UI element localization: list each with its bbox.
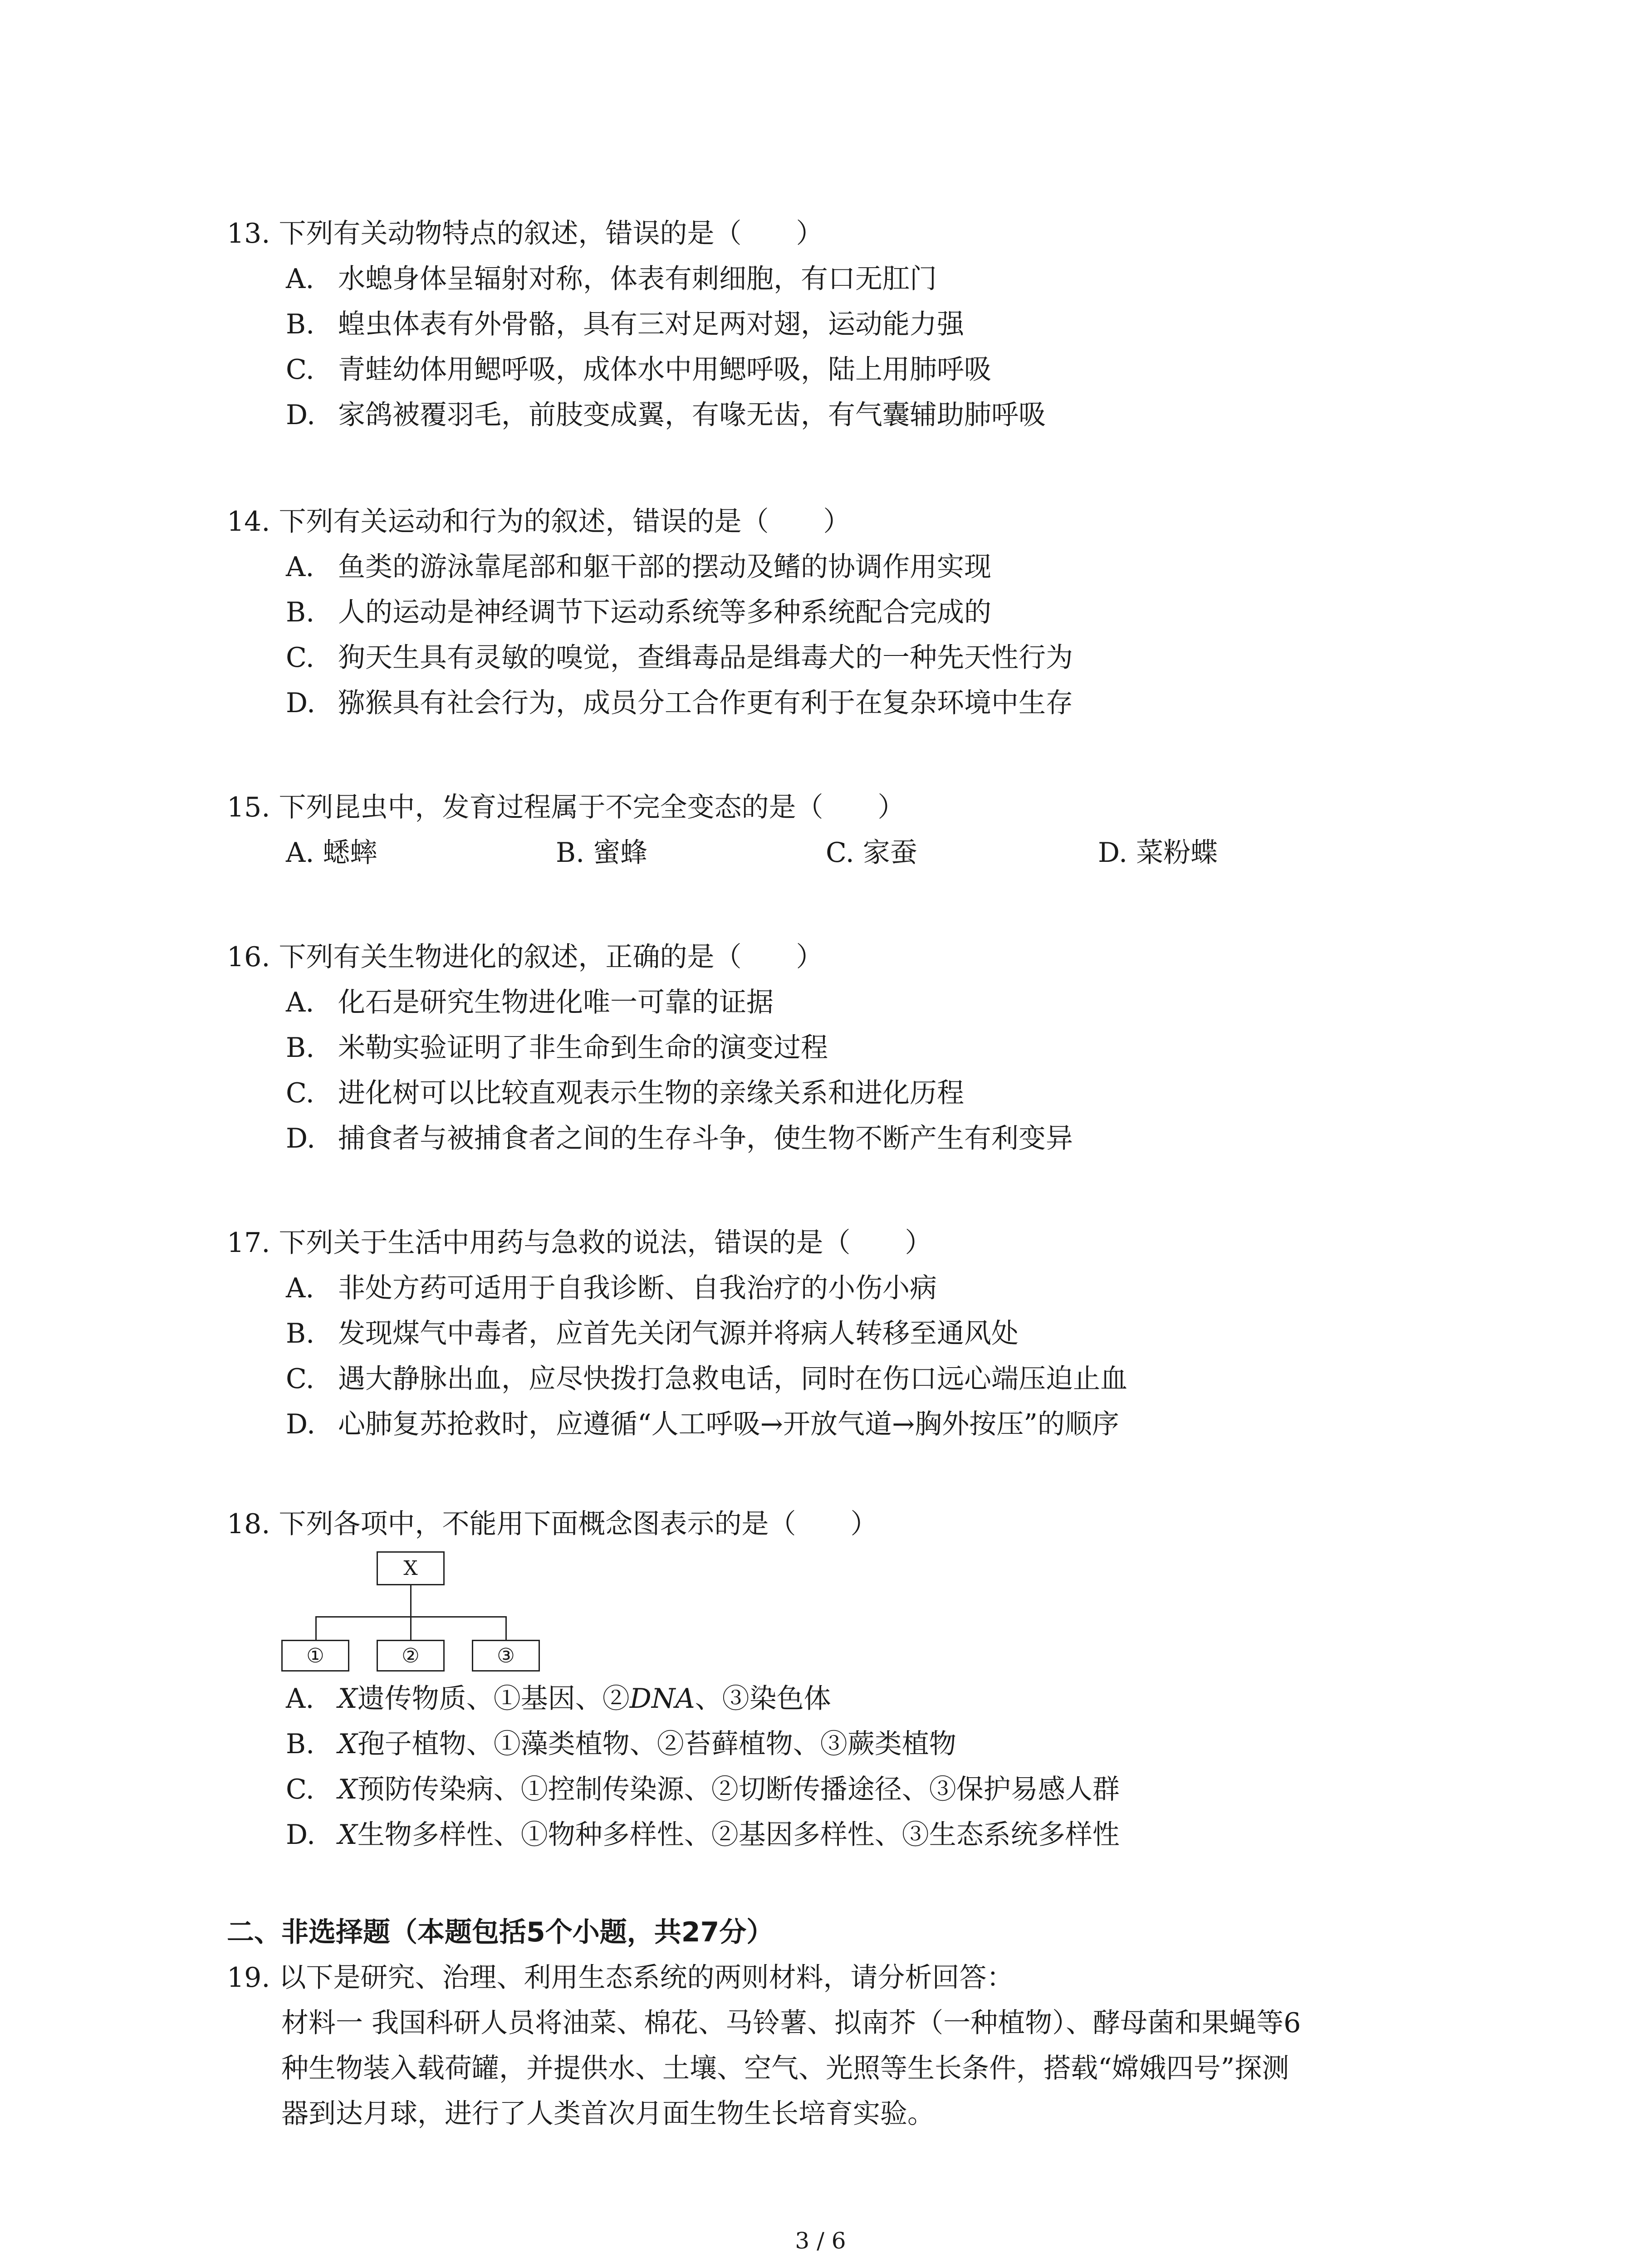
question-15-option-d: D. 菜粉蝶: [1098, 837, 1218, 869]
concept-child-box-1: ①: [281, 1640, 349, 1672]
question-13-option-c: C. 青蛙幼体用鳃呼吸，成体水中用鳃呼吸，陆上用肺呼吸: [286, 354, 991, 386]
question-15-option-c: C. 家蚕: [826, 837, 917, 869]
question-13-option-b: B. 蝗虫体表有外骨骼，具有三对足两对翅，运动能力强: [286, 308, 964, 340]
connector-line: [410, 1585, 411, 1617]
section-2-title: 二、非选择题（本题包括5个小题，共27分）: [227, 1916, 774, 1948]
question-13-option-d: D. 家鸽被覆羽毛，前肢变成翼，有喙无齿，有气囊辅助肺呼吸: [286, 399, 1046, 431]
question-18-stem: 18. 下列各项中，不能用下面概念图表示的是（ ）: [227, 1508, 878, 1540]
question-16-option-d: D. 捕食者与被捕食者之间的生存斗争，使生物不断产生有利变异: [286, 1123, 1073, 1154]
question-16-stem: 16. 下列有关生物进化的叙述，正确的是（ ）: [227, 941, 823, 973]
concept-child-box-2: ②: [377, 1640, 445, 1672]
question-19-stem: 19. 以下是研究、治理、利用生态系统的两则材料，请分析回答：: [227, 1962, 1014, 1994]
question-14-stem: 14. 下列有关运动和行为的叙述，错误的是（ ）: [227, 506, 851, 538]
material-1-line: 材料一 我国科研人员将油菜、棉花、马铃薯、拟南芥（一种植物）、酵母菌和果蝇等6: [281, 2007, 1301, 2039]
connector-line: [410, 1616, 411, 1640]
connector-line: [315, 1616, 317, 1640]
question-15-option-b: B. 蜜蜂: [556, 837, 648, 869]
concept-root-box: X: [377, 1551, 445, 1585]
question-13-stem: 13. 下列有关动物特点的叙述，错误的是（ ）: [227, 218, 823, 249]
question-17-option-c: C. 遇大静脉出血，应尽快拨打急救电话，同时在伤口远心端压迫止血: [286, 1363, 1127, 1395]
question-17-option-b: B. 发现煤气中毒者，应首先关闭气源并将病人转移至通风处: [286, 1318, 1019, 1349]
question-17-option-d: D. 心肺复苏抢救时，应遵循“人工呼吸→开放气道→胸外按压”的顺序: [286, 1408, 1119, 1440]
question-18-option-b: B. X孢子植物、①藻类植物、②苔藓植物、③蕨类植物: [286, 1728, 956, 1760]
question-17-option-a: A. 非处方药可适用于自我诊断、自我治疗的小伤小病: [286, 1272, 937, 1304]
question-16-option-b: B. 米勒实验证明了非生命到生命的演变过程: [286, 1032, 828, 1064]
concept-child-box-3: ③: [472, 1640, 540, 1672]
question-18-option-a: A. X遗传物质、①基因、②DNA、③染色体: [286, 1683, 831, 1715]
question-17-stem: 17. 下列关于生活中用药与急救的说法，错误的是（ ）: [227, 1227, 932, 1259]
question-14-option-d: D. 猕猴具有社会行为，成员分工合作更有利于在复杂环境中生存: [286, 687, 1073, 719]
question-15-options: [0, 835, 1641, 871]
question-14-option-c: C. 狗天生具有灵敏的嗅觉，查缉毒品是缉毒犬的一种先天性行为: [286, 642, 1073, 674]
material-1-line: 种生物装入载荷罐，并提供水、土壤、空气、光照等生长条件，搭载“嫦娥四号”探测: [281, 2053, 1289, 2084]
concept-diagram: [281, 1551, 554, 1672]
question-18-option-c: C. X预防传染病、①控制传染源、②切断传播途径、③保护易感人群: [286, 1774, 1120, 1805]
question-13-option-a: A. 水螅身体呈辐射对称，体表有刺细胞，有口无肛门: [286, 263, 937, 295]
page-number: 3 / 6: [795, 2228, 846, 2254]
question-16-option-c: C. 进化树可以比较直观表示生物的亲缘关系和进化历程: [286, 1077, 964, 1109]
question-14-option-b: B. 人的运动是神经调节下运动系统等多种系统配合完成的: [286, 596, 991, 628]
question-14-option-a: A. 鱼类的游泳靠尾部和躯干部的摆动及鳍的协调作用实现: [286, 551, 991, 583]
question-16-option-a: A. 化石是研究生物进化唯一可靠的证据: [286, 987, 774, 1018]
question-18-option-d: D. X生物多样性、①物种多样性、②基因多样性、③生态系统多样性: [286, 1819, 1120, 1851]
connector-line: [505, 1616, 507, 1640]
question-15-stem: 15. 下列昆虫中，发育过程属于不完全变态的是（ ）: [227, 792, 905, 823]
material-1-line: 器到达月球，进行了人类首次月面生物生长培育实验。: [281, 2098, 935, 2130]
question-15-option-a: A. 蟋蟀: [286, 837, 377, 869]
